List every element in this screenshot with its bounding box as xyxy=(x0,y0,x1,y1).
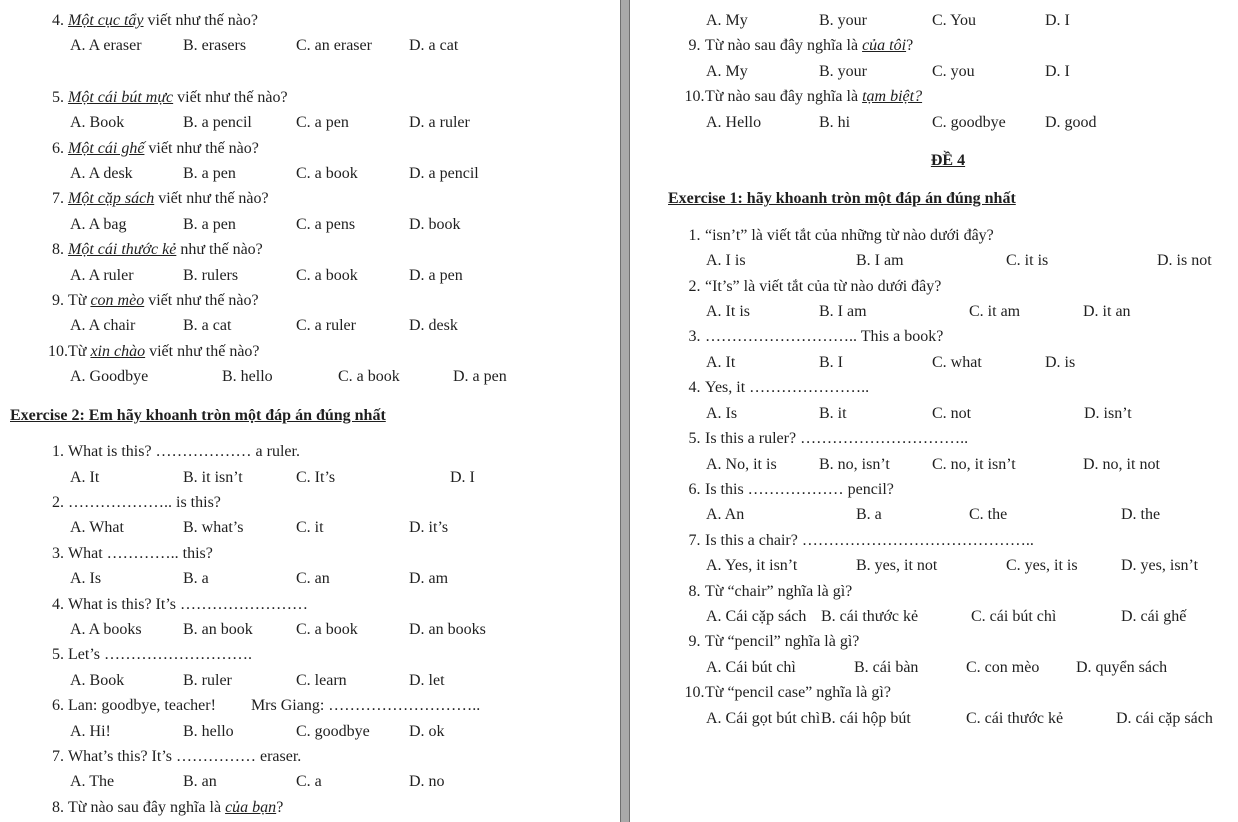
question-text-part: viết như thế nào? xyxy=(145,342,260,360)
option-c: C. you xyxy=(932,62,975,80)
options-row xyxy=(70,769,620,794)
question-block xyxy=(10,541,620,592)
option-b: B. rulers xyxy=(183,266,239,284)
question-text xyxy=(705,375,869,400)
question-text-part: Từ xyxy=(68,342,91,360)
question-block xyxy=(668,426,1228,477)
option-c: C. goodbye xyxy=(932,113,1006,131)
question-line xyxy=(684,680,1228,705)
option-a: A. An xyxy=(706,506,745,524)
question-text xyxy=(68,237,263,262)
option-b: B. cái bàn xyxy=(854,658,919,676)
question-text-part: viết như thế nào? xyxy=(144,139,259,157)
option-c: C. You xyxy=(932,12,977,29)
option-c: C. It’s xyxy=(296,468,336,486)
question-number: 6. xyxy=(52,139,64,157)
question-number: 10. xyxy=(684,88,705,106)
question-block xyxy=(668,33,1228,84)
question-text-part: ……………………….. This a book? xyxy=(705,328,944,346)
options-row xyxy=(70,617,620,642)
question-text-part: viết như thế nào? xyxy=(143,12,258,29)
option-a: A. I is xyxy=(706,252,746,270)
question-number: 3. xyxy=(52,544,64,562)
option-b: B. a pen xyxy=(183,165,236,183)
option-a: A. No, it is xyxy=(706,455,777,473)
question-line xyxy=(48,642,620,667)
question-block xyxy=(10,85,620,136)
options-row xyxy=(70,161,620,186)
option-d: D. I xyxy=(1045,62,1070,80)
question-text-part: Is this a chair? …………………………………….. xyxy=(705,531,1034,549)
question-text xyxy=(705,477,894,502)
page-2[interactable] xyxy=(630,0,1238,822)
question-block xyxy=(10,693,620,744)
question-text xyxy=(705,84,922,109)
option-b: B. yes, it not xyxy=(856,557,938,575)
question-text xyxy=(68,85,288,110)
option-d: D. ok xyxy=(409,722,445,740)
question-text-part: Từ “chair” nghĩa là gì? xyxy=(705,582,853,600)
question-text-part: tạm biệt? xyxy=(862,88,923,106)
option-b: B. an book xyxy=(183,620,253,638)
option-c: C. a book xyxy=(338,368,400,386)
question-text xyxy=(705,426,968,451)
option-b: B. your xyxy=(819,62,867,80)
question-line xyxy=(48,541,620,566)
option-a: A. It is xyxy=(706,303,750,321)
options-row xyxy=(706,706,1228,731)
option-a: A. Book xyxy=(70,114,125,132)
question-text xyxy=(68,744,301,769)
option-d: D. is not xyxy=(1157,252,1212,270)
question-number: 4. xyxy=(52,12,64,29)
option-a: A. Goodbye xyxy=(70,368,149,386)
option-d: D. I xyxy=(1045,12,1070,29)
question-block xyxy=(10,592,620,643)
question-number: 1. xyxy=(52,443,64,461)
option-b: B. a cat xyxy=(183,317,232,335)
question-block xyxy=(668,629,1228,680)
option-c: C. a xyxy=(296,773,322,791)
question-text-part: Let’s ………………………. xyxy=(68,646,252,664)
options-row xyxy=(70,263,620,288)
question-text-part: What ………….. this? xyxy=(68,544,213,562)
option-b: B. your xyxy=(819,12,867,29)
question-number: 10. xyxy=(48,342,68,360)
question-number: 10. xyxy=(684,684,705,702)
question-text-part: “It’s” là viết tắt của từ nào dưới đây? xyxy=(705,277,942,295)
question-line xyxy=(684,375,1228,400)
question-line xyxy=(48,439,620,464)
question-number: 9. xyxy=(688,37,701,55)
question-block xyxy=(668,375,1228,426)
question-line xyxy=(684,84,1228,109)
question-text xyxy=(68,186,269,211)
option-c: C. it am xyxy=(969,303,1021,321)
question-text-part: ……………….. is this? xyxy=(68,493,221,511)
option-a: A. Cái cặp sách xyxy=(706,607,807,625)
option-a: A. A books xyxy=(70,620,142,638)
question-text xyxy=(68,288,259,313)
question-number: 7. xyxy=(688,531,701,549)
option-c: C. an xyxy=(296,570,330,588)
option-d: D. it’s xyxy=(409,519,449,537)
options-row xyxy=(706,502,1228,527)
question-text-part: “isn’t” là viết tắt của những từ nào dưới đây? xyxy=(705,226,994,244)
option-c: C. yes, it is xyxy=(1006,557,1078,575)
option-a: A. Book xyxy=(70,671,125,689)
question-line xyxy=(684,528,1228,553)
options-row xyxy=(70,465,620,490)
option-a: A. Is xyxy=(706,404,738,422)
options-row xyxy=(706,110,1228,135)
question-text-part: What’s this? It’s …………… eraser. xyxy=(68,747,302,765)
question-block xyxy=(10,795,620,820)
question-text xyxy=(705,274,941,299)
question-text-part: con mèo xyxy=(90,292,145,310)
question-line xyxy=(684,33,1228,58)
question-text-part: What is this? It’s …………………… xyxy=(68,595,308,613)
options-row xyxy=(706,604,1228,629)
option-b: B. cái hộp bút xyxy=(821,709,911,727)
question-line xyxy=(48,8,620,33)
question-text xyxy=(68,592,308,617)
option-a: A. A bag xyxy=(70,215,127,233)
question-text xyxy=(68,795,283,820)
question-text-part: Một cặp sách xyxy=(68,190,155,208)
option-c: C. goodbye xyxy=(296,722,370,740)
option-b: B. a xyxy=(856,506,882,524)
question-line xyxy=(48,795,620,820)
question-text xyxy=(68,490,221,515)
exercise-heading: Exercise 1: hãy khoanh tròn một đáp án đúng nhất xyxy=(668,190,1016,208)
question-text xyxy=(68,541,213,566)
option-b: B. a pencil xyxy=(183,114,252,132)
option-d: D. let xyxy=(409,671,445,689)
question-text-part: Yes, it ………………….. xyxy=(705,379,870,397)
question-line xyxy=(48,186,620,211)
question-number: 5. xyxy=(688,430,701,448)
question-line xyxy=(684,223,1228,248)
option-a: A. A desk xyxy=(70,165,133,183)
option-c: C. it is xyxy=(1006,252,1049,270)
question-text xyxy=(705,680,891,705)
options-row xyxy=(70,668,620,693)
option-c: C. a ruler xyxy=(296,317,356,335)
options-row xyxy=(706,8,1228,33)
option-d: D. I xyxy=(450,468,475,486)
option-a: A. My xyxy=(706,62,748,80)
question-line xyxy=(48,693,620,718)
question-line xyxy=(48,339,620,364)
question-line xyxy=(684,579,1228,604)
option-a: A. A chair xyxy=(70,317,136,335)
option-b: B. I am xyxy=(819,303,867,321)
question-text-part: ? xyxy=(906,37,914,55)
question-number: 8. xyxy=(688,582,701,600)
question-text-part: Lan: goodbye, teacher! xyxy=(68,697,216,715)
options-row xyxy=(706,248,1228,273)
question-text-part: Mrs Giang: ……………………….. xyxy=(250,697,481,715)
question-text xyxy=(68,339,260,364)
option-d: D. good xyxy=(1045,113,1097,131)
options-row xyxy=(706,299,1228,324)
question-number: 7. xyxy=(52,190,64,208)
option-d: D. cái cặp sách xyxy=(1116,709,1213,727)
question-text-part: Một cục tẩy xyxy=(68,12,144,29)
question-text xyxy=(705,33,913,58)
option-d: D. book xyxy=(409,215,461,233)
question-number: 4. xyxy=(52,595,64,613)
option-d: D. am xyxy=(409,570,449,588)
option-d: D. the xyxy=(1121,506,1161,524)
question-block xyxy=(10,490,620,541)
option-d: D. a ruler xyxy=(409,114,470,132)
option-c: C. a pens xyxy=(296,215,356,233)
question-block xyxy=(668,477,1228,528)
question-number: 8. xyxy=(52,241,64,259)
question-text-part: xin chào xyxy=(90,342,146,360)
option-b: B. it xyxy=(819,404,847,422)
question-block xyxy=(668,324,1228,375)
question-block xyxy=(10,186,620,237)
question-block xyxy=(668,223,1228,274)
question-block xyxy=(10,642,620,693)
option-b: B. I am xyxy=(856,252,904,270)
question-number: 2. xyxy=(52,493,64,511)
options-row xyxy=(70,719,620,744)
question-number: 4. xyxy=(688,379,701,397)
question-block xyxy=(10,339,620,390)
option-d: D. it an xyxy=(1083,303,1131,321)
options-row xyxy=(706,59,1228,84)
option-a: A. A ruler xyxy=(70,266,134,284)
option-b: B. no, isn’t xyxy=(819,455,890,473)
option-c: C. a book xyxy=(296,165,358,183)
question-number: 9. xyxy=(688,633,701,651)
options-row xyxy=(70,33,620,58)
options-row xyxy=(70,566,620,591)
option-d: D. isn’t xyxy=(1084,404,1132,422)
options-row xyxy=(706,350,1228,375)
option-a: A. Hi! xyxy=(70,722,111,740)
question-block xyxy=(668,528,1228,579)
options-row xyxy=(70,364,620,389)
question-text xyxy=(705,324,943,349)
option-d: D. is xyxy=(1045,353,1076,371)
question-line xyxy=(48,744,620,769)
question-text-part: ? xyxy=(276,798,284,816)
question-text-part: Từ xyxy=(68,292,91,310)
option-d: D. a cat xyxy=(409,37,459,55)
question-text-part: Từ nào sau đây nghĩa là xyxy=(68,798,226,816)
question-text-part: viết như thế nào? xyxy=(144,292,259,310)
option-b: B. hi xyxy=(819,113,851,131)
option-b: B. ruler xyxy=(183,671,232,689)
question-line xyxy=(48,288,620,313)
option-a: A. Cái gọt bút chì xyxy=(706,709,821,727)
option-b: B. cái thước kẻ xyxy=(821,607,919,625)
option-b: B. a pen xyxy=(183,215,236,233)
question-block xyxy=(668,680,1228,731)
options-row xyxy=(70,110,620,135)
option-a: A. The xyxy=(70,773,115,791)
option-b: B. erasers xyxy=(183,37,247,55)
question-line xyxy=(684,274,1228,299)
options-row xyxy=(706,452,1228,477)
question-text-part: What is this? ……………… a ruler. xyxy=(68,443,300,461)
option-c: C. learn xyxy=(296,671,347,689)
option-a: A. A eraser xyxy=(70,37,142,55)
option-b: B. hello xyxy=(183,722,234,740)
question-text xyxy=(705,223,994,248)
option-d: D. cái ghế xyxy=(1121,607,1187,625)
question-text xyxy=(68,8,258,33)
option-a: A. My xyxy=(706,12,748,29)
question-number: 3. xyxy=(688,328,701,346)
option-d: D. a pen xyxy=(453,368,507,386)
option-d: D. no xyxy=(409,773,445,791)
question-text-part: viết như thế nào? xyxy=(154,190,269,208)
question-block xyxy=(668,579,1228,630)
question-text xyxy=(68,136,259,161)
question-line xyxy=(48,237,620,262)
option-c: C. no, it isn’t xyxy=(932,455,1016,473)
option-c: C. cái thước kẻ xyxy=(966,709,1064,727)
option-d: D. no, it not xyxy=(1083,455,1160,473)
option-c: C. it xyxy=(296,519,324,537)
option-a: A. It xyxy=(706,353,736,371)
question-block xyxy=(10,237,620,288)
question-line xyxy=(684,324,1228,349)
option-d: D. an books xyxy=(409,620,486,638)
question-line xyxy=(684,426,1228,451)
options-row xyxy=(706,553,1228,578)
question-line xyxy=(48,85,620,110)
question-text-part: Từ “pencil case” nghĩa là gì? xyxy=(705,684,891,702)
question-number: 2. xyxy=(688,277,701,295)
question-block xyxy=(10,288,620,339)
question-text-part: của bạn xyxy=(225,798,277,816)
options-row xyxy=(70,313,620,338)
option-c: C. cái bút chì xyxy=(971,607,1057,625)
question-text-part: Một cái ghế xyxy=(68,139,145,157)
question-block xyxy=(10,136,620,187)
question-line xyxy=(48,490,620,515)
options-row xyxy=(70,212,620,237)
question-block xyxy=(668,84,1228,135)
options-row xyxy=(706,401,1228,426)
question-text-part: Từ nào sau đây nghĩa là xyxy=(705,88,863,106)
option-c: C. not xyxy=(932,404,972,422)
question-line xyxy=(48,136,620,161)
question-number: 5. xyxy=(52,646,64,664)
question-text xyxy=(705,579,852,604)
option-d: D. quyển sách xyxy=(1076,658,1168,676)
option-c: C. what xyxy=(932,353,982,371)
option-a: A. It xyxy=(70,468,100,486)
option-b: B. it isn’t xyxy=(183,468,243,486)
options-only-block xyxy=(668,8,1228,33)
question-text-part: Is this a ruler? ………………………….. xyxy=(705,430,969,448)
option-a: A. Cái bút chì xyxy=(706,658,796,676)
question-text xyxy=(68,693,480,718)
question-text-part: Một cái thước kẻ xyxy=(68,241,177,259)
option-d: D. a pen xyxy=(409,266,463,284)
option-b: B. I xyxy=(819,353,843,371)
question-number: 7. xyxy=(52,747,64,765)
question-line xyxy=(684,629,1228,654)
question-block xyxy=(10,439,620,490)
question-text-part: như thế nào? xyxy=(176,241,263,259)
option-c: C. con mèo xyxy=(966,658,1040,676)
question-text xyxy=(705,629,859,654)
option-c: C. a book xyxy=(296,620,358,638)
options-row xyxy=(70,515,620,540)
question-text xyxy=(68,642,252,667)
question-block xyxy=(668,274,1228,325)
question-number: 6. xyxy=(52,697,64,715)
option-d: D. yes, isn’t xyxy=(1121,557,1199,575)
question-line xyxy=(48,592,620,617)
question-line xyxy=(684,477,1228,502)
option-c: C. a pen xyxy=(296,114,349,132)
option-b: B. an xyxy=(183,773,217,791)
option-c: C. a book xyxy=(296,266,358,284)
options-row xyxy=(706,655,1228,680)
exercise-heading: Exercise 2: Em hãy khoanh tròn một đáp án đúng nhất xyxy=(10,406,386,424)
page-divider xyxy=(620,0,630,822)
question-block xyxy=(10,744,620,795)
question-number: 9. xyxy=(52,292,64,310)
option-b: B. a xyxy=(183,570,209,588)
question-number: 1. xyxy=(688,226,701,244)
question-number: 6. xyxy=(688,480,701,498)
question-text-part: Từ nào sau đây nghĩa là xyxy=(705,37,863,55)
question-block xyxy=(10,8,620,59)
option-c: C. the xyxy=(969,506,1008,524)
option-a: A. Is xyxy=(70,570,102,588)
option-a: A. What xyxy=(70,519,124,537)
question-text-part: Is this ……………… pencil? xyxy=(705,480,894,498)
question-text-part: viết như thế nào? xyxy=(173,88,288,106)
question-number: 8. xyxy=(52,798,64,816)
option-a: A. Hello xyxy=(706,113,762,131)
option-c: C. an eraser xyxy=(296,37,372,55)
option-a: A. Yes, it isn’t xyxy=(706,557,798,575)
question-text-part: của tôi xyxy=(862,37,907,55)
option-b: B. hello xyxy=(222,368,273,386)
test-title: ĐỀ 4 xyxy=(930,152,966,170)
option-d: D. a pencil xyxy=(409,165,479,183)
option-b: B. what’s xyxy=(183,519,244,537)
question-text xyxy=(68,439,300,464)
question-text-part: Một cái bút mực xyxy=(68,88,174,106)
question-text xyxy=(705,528,1034,553)
option-d: D. desk xyxy=(409,317,458,335)
question-number: 5. xyxy=(52,88,64,106)
question-text-part: Từ “pencil” nghĩa là gì? xyxy=(705,633,860,651)
